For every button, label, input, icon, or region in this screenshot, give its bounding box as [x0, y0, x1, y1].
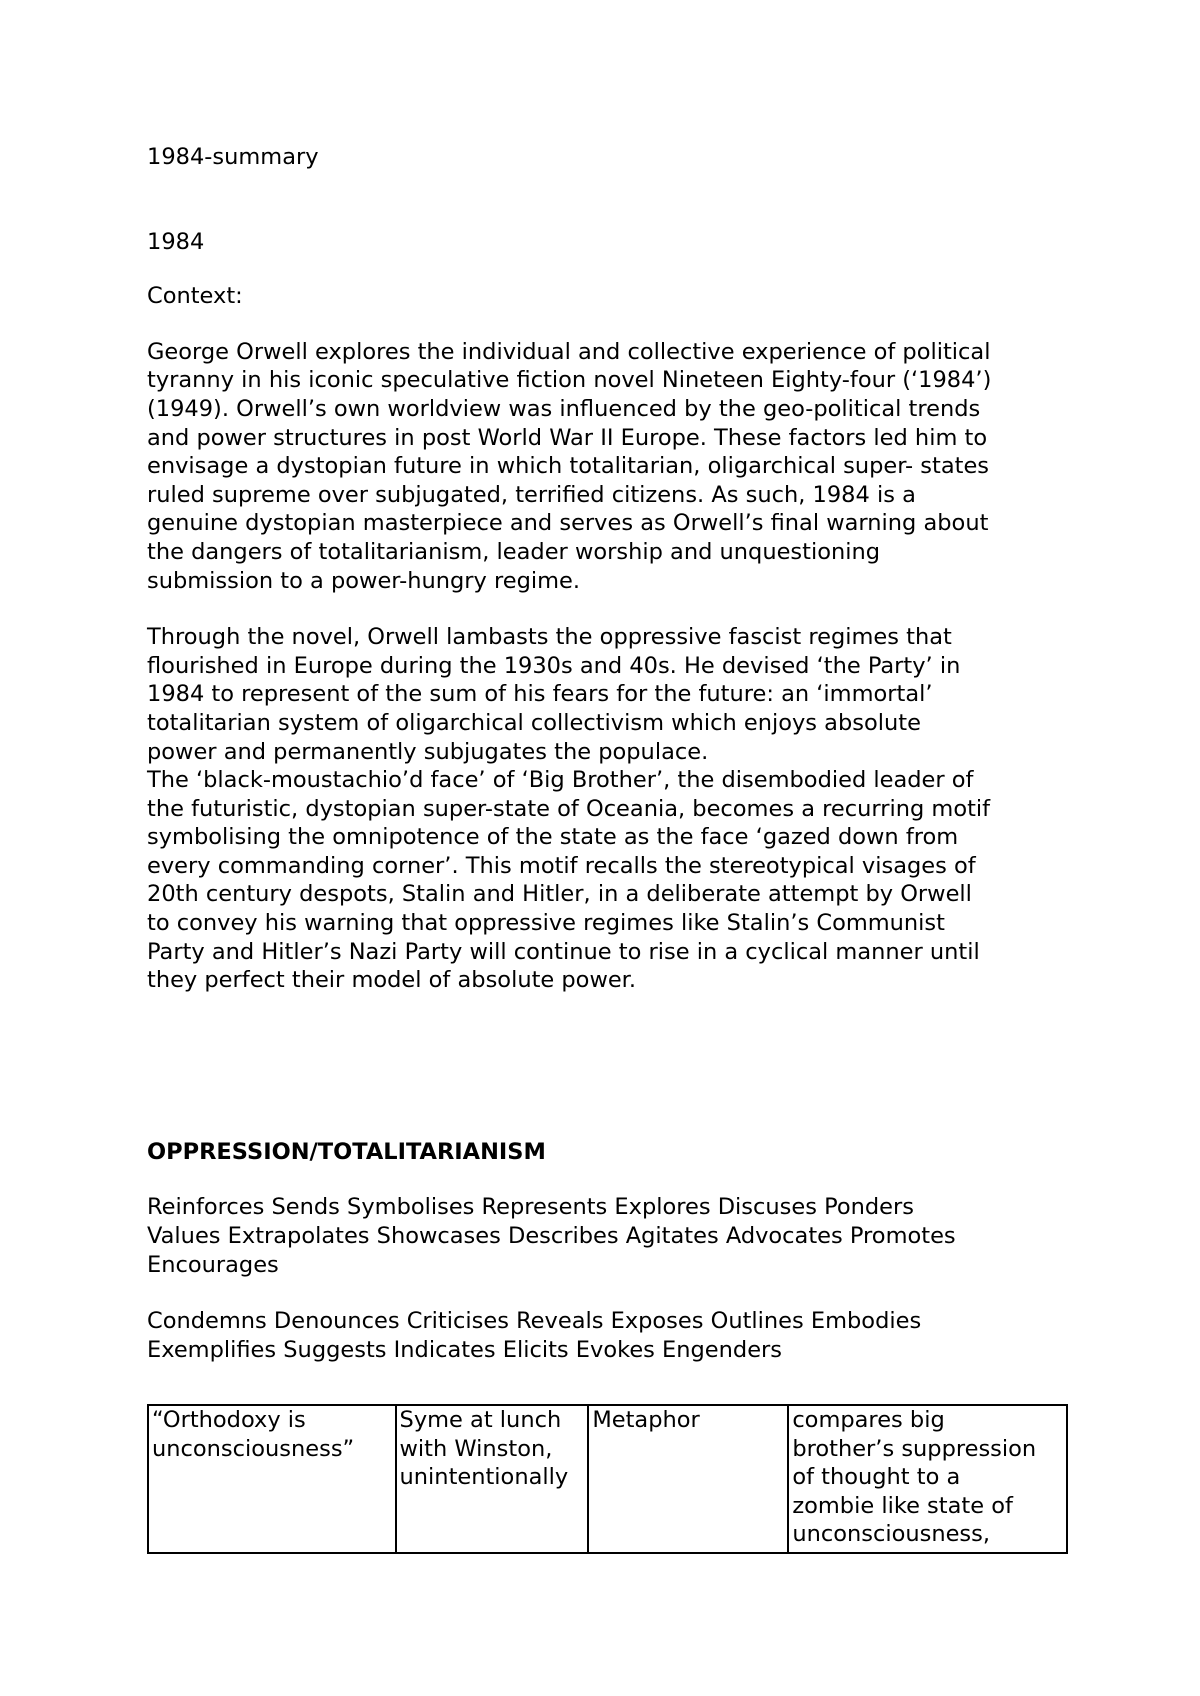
paragraph-analysis	[147, 623, 1067, 995]
text-line: (1949). Orwell’s own worldview was influenced by the geo-political trends	[147, 395, 981, 422]
text-line: and power structures in post World War II Europe. These factors led him to	[147, 424, 988, 451]
context-cell	[396, 1405, 589, 1553]
text-line: symbolising the omnipotence of the state as the face ‘gazed down from	[147, 824, 959, 851]
text-line: every commanding corner’. This motif recalls the stereotypical visages of	[147, 852, 976, 879]
cell-text: Metaphor	[592, 1407, 700, 1433]
text-line: Values Extrapolates Showcases Describes Agitates Advocates Promotes	[147, 1223, 956, 1250]
text-line: power and permanently subjugates the populace.	[147, 738, 709, 765]
text-line: George Orwell explores the individual and collective experience of political	[147, 338, 991, 365]
text-line: they perfect their model of absolute power.	[147, 967, 637, 994]
doc-title: 1984-summary	[147, 144, 319, 170]
spacer	[147, 311, 1067, 338]
text-line: Party and Hitler’s Nazi Party will continue to rise in a cyclical manner until	[147, 938, 980, 965]
analysis-cell	[788, 1405, 1067, 1553]
document-page	[147, 143, 1067, 1364]
cell-text: with Winston,	[399, 1435, 553, 1462]
cell-text: unintentionally	[399, 1464, 569, 1491]
text-line: Exemplifies Suggests Indicates Elicits Evokes Engenders	[147, 1336, 783, 1363]
spacer	[147, 595, 1067, 623]
text-line: submission to a power-hungry regime.	[147, 567, 581, 594]
text-line: 20th century despots, Stalin and Hitler, in a deliberate attempt by Orwell	[147, 881, 972, 908]
verbs-list-positive	[147, 1193, 1067, 1279]
cell-text: brother’s suppression	[792, 1435, 1037, 1462]
text-line: totalitarian system of oligarchical collectivism which enjoys absolute	[147, 709, 921, 736]
quote-cell	[148, 1405, 396, 1553]
text-line: Through the novel, Orwell lambasts the oppressive fascist regimes that	[147, 624, 952, 651]
quote-analysis-table	[147, 1404, 1068, 1554]
cell-text: unconsciousness,	[792, 1521, 991, 1548]
verbs-list-critical	[147, 1307, 1067, 1364]
spacer	[147, 1279, 1067, 1307]
cell-text: Syme at lunch	[399, 1407, 562, 1433]
table-row	[148, 1405, 1067, 1553]
paragraph-context	[147, 338, 1067, 595]
text-line: Encourages	[147, 1251, 279, 1278]
spacer	[147, 1166, 1067, 1193]
cell-text: zombie like state of	[792, 1492, 1013, 1519]
context-label: Context:	[147, 283, 243, 310]
cell-text: unconsciousness”	[152, 1435, 355, 1462]
text-line: The ‘black-moustachio’d face’ of ‘Big Brother’, the disembodied leader of	[147, 767, 974, 794]
text-line: to convey his warning that oppressive regimes like Stalin’s Communist	[147, 910, 945, 937]
text-line: Condemns Denounces Criticises Reveals Exposes Outlines Embodies	[147, 1308, 922, 1335]
text-line: tyranny in his iconic speculative fiction novel Nineteen Eighty-four (‘1984’)	[147, 367, 992, 394]
cell-text: “Orthodoxy is	[152, 1407, 306, 1433]
text-line: ruled supreme over subjugated, terrified citizens. As such, 1984 is a	[147, 481, 916, 508]
text-line: genuine dystopian masterpiece and serves as Orwell’s final warning about	[147, 510, 989, 537]
text-line: the dangers of totalitarianism, leader worship and unquestioning	[147, 538, 881, 565]
text-line: Reinforces Sends Symbolises Represents Explores Discuses Ponders	[147, 1194, 914, 1221]
section-heading: OPPRESSION/TOTALITARIANISM	[147, 1138, 546, 1165]
spacer	[147, 256, 1067, 282]
text-line: flourished in Europe during the 1930s and 40s. He devised ‘the Party’ in	[147, 652, 961, 679]
spacer	[147, 995, 1067, 1138]
text-line: the futuristic, dystopian super-state of Oceania, becomes a recurring motif	[147, 795, 991, 822]
book-title: 1984	[147, 228, 205, 255]
spacer	[147, 172, 1067, 228]
text-line: envisage a dystopian future in which totalitarian, oligarchical super- states	[147, 453, 990, 480]
cell-text: of thought to a	[792, 1464, 961, 1491]
technique-cell	[588, 1405, 788, 1553]
cell-text: compares big	[792, 1407, 945, 1433]
text-line: 1984 to represent of the sum of his fears for the future: an ‘immortal’	[147, 681, 933, 708]
